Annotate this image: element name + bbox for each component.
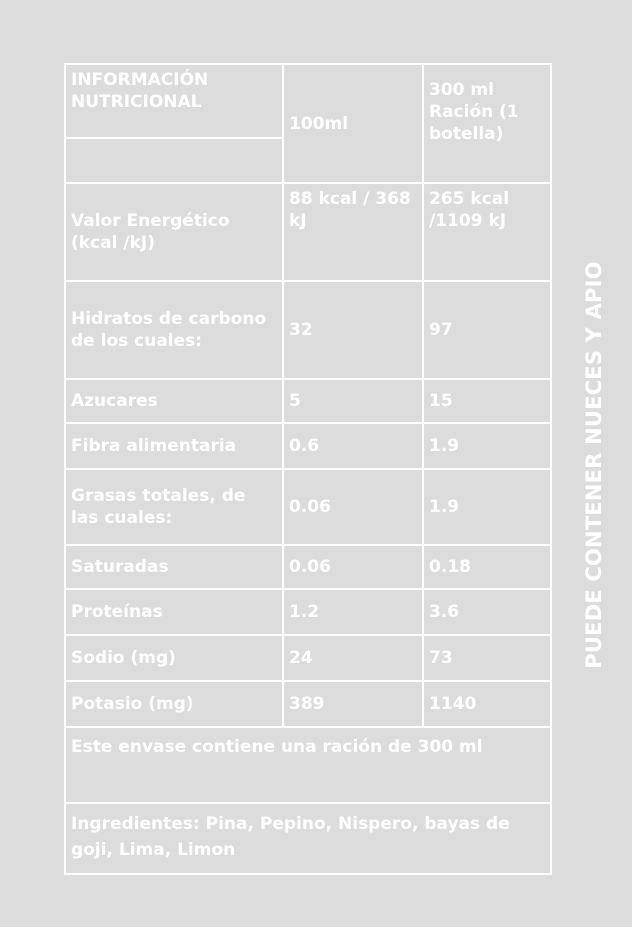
header-100ml: 100ml bbox=[282, 63, 424, 184]
row-name-fat: Grasas totales, de las cuales: bbox=[64, 468, 284, 546]
allergen-warning: PUEDE CONTENER NUECES Y APIO bbox=[582, 261, 606, 669]
header-title: INFORMACIÓN NUTRICIONAL bbox=[64, 63, 284, 139]
row-name-sodium: Sodio (mg) bbox=[64, 634, 284, 682]
row-per100-sugars: 5 bbox=[282, 378, 424, 424]
row-name-protein: Proteínas bbox=[64, 588, 284, 636]
row-serving-fiber: 1.9 bbox=[422, 422, 552, 470]
row-serving-potassium: 1140 bbox=[422, 680, 552, 728]
row-per100-protein: 1.2 bbox=[282, 588, 424, 636]
header-empty-cell bbox=[64, 137, 284, 184]
serving-note: Este envase contiene una ración de 300 ml bbox=[64, 726, 552, 804]
row-name-energy: Valor Energético (kcal /kJ) bbox=[64, 182, 284, 282]
row-per100-saturated: 0.06 bbox=[282, 544, 424, 590]
row-serving-saturated: 0.18 bbox=[422, 544, 552, 590]
nutrition-table bbox=[64, 63, 552, 875]
row-per100-energy: 88 kcal / 368 kJ bbox=[282, 182, 424, 282]
row-per100-fiber: 0.6 bbox=[282, 422, 424, 470]
ingredients: Ingredientes: Pina, Pepino, Nispero, bayas de goji, Lima, Limon bbox=[64, 802, 552, 875]
row-name-sugars: Azucares bbox=[64, 378, 284, 424]
row-name-saturated: Saturadas bbox=[64, 544, 284, 590]
row-per100-sodium: 24 bbox=[282, 634, 424, 682]
row-serving-sodium: 73 bbox=[422, 634, 552, 682]
row-serving-fat: 1.9 bbox=[422, 468, 552, 546]
row-serving-energy: 265 kcal /1109 kJ bbox=[422, 182, 552, 282]
row-per100-potassium: 389 bbox=[282, 680, 424, 728]
header-serving: 300 ml Ración (1 botella) bbox=[422, 63, 552, 184]
row-serving-sugars: 15 bbox=[422, 378, 552, 424]
row-name-potassium: Potasio (mg) bbox=[64, 680, 284, 728]
row-name-carbs: Hidratos de carbono de los cuales: bbox=[64, 280, 284, 380]
row-per100-carbs: 32 bbox=[282, 280, 424, 380]
row-name-fiber: Fibra alimentaria bbox=[64, 422, 284, 470]
row-serving-carbs: 97 bbox=[422, 280, 552, 380]
row-per100-fat: 0.06 bbox=[282, 468, 424, 546]
row-serving-protein: 3.6 bbox=[422, 588, 552, 636]
